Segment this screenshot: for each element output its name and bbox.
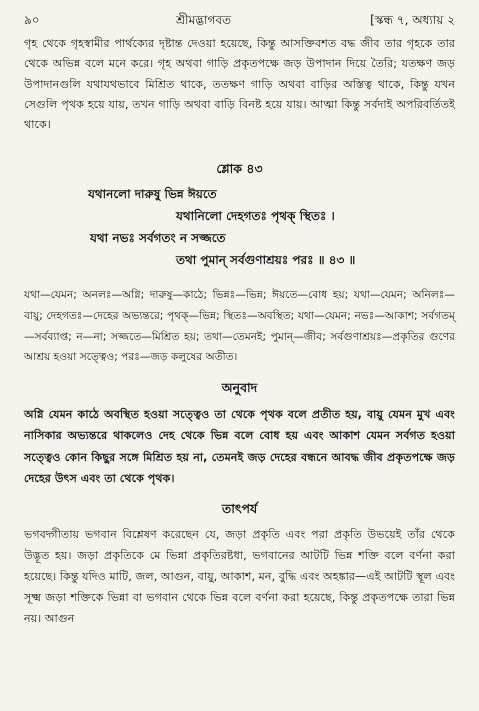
translation-heading: অনুবাদ <box>221 379 258 395</box>
verse-heading: শ্লোক ৪৩ <box>216 161 263 177</box>
verse-line-2: যথানিলো দেহগতঃ পৃথক্ স্থিতঃ । <box>176 209 335 224</box>
intro-paragraph: গৃহ থেকে গৃহস্বামীর পার্থক্যের দৃষ্টান্ত দেওয়া হয়েছে, কিন্তু আসক্তিবশত বদ্ধ জীব তার গৃহকে তার থেকে অভিন্ন বলে মনে করে। গৃহ অথবা গাড়ি প্রকৃতপক্ষে জড় উপাদান দিয়ে তৈরি; যতক্ষণ জড় উপাদানগুলি যথাযথভাবে মিশ্রিত থাকে, ততক্ষণ গাড়ি অথবা বাড়ির অস্তিত্ব থাকে, কিন্তু যখন সেগুলি পৃথক হয়ে যায়, তখন গাড়ি অথবা বাড়ি বিনষ্ট হয়ে যায়। আত্মা কিন্তু সর্বদাই অপরিবর্তিতই থাকে। <box>24 37 455 132</box>
translation-text: অগ্নি যেমন কাঠে অবস্থিত হওয়া সত্ত্বেও তা থেকে পৃথক বলে প্রতীত হয়, বায়ু যেমন মুখ এবং নাসিকার অভ্যন্তরে থাকলেও দেহ থেকে ভিন্ন বলে বোধ হয় এবং আকাশ যেমন সর্বগত হওয়া সত্ত্বেও কোন কিছুর সঙ্গে মিশ্রিত হয় না, তেমনই জড় দেহের বন্ধনে আবদ্ধ জীব প্রকৃতপক্ষে জড় দেহের উৎস এবং তা থেকে পৃথক। <box>24 407 455 486</box>
running-header <box>24 8 455 30</box>
verse-line-1: যথানলো দারুষু ভিন্ন ঈয়তে <box>88 187 217 202</box>
purport-text: ভগবদ্গীতায় ভগবান বিশ্লেষণ করেছেন যে, জড়া প্রকৃতি এবং পরা প্রকৃতি উভয়েই তাঁর থেকে উদ্ভূত হয়। জড়া প্রকৃতিকে মে ভিন্না প্রকৃতিরষ্টধা, ভগবানের আটটি ভিন্ন শক্তি বলে বর্ণনা করা হয়েছে। কিন্তু যদিও মাটি, জল, আগুন, বায়ু, আকাশ, মন, বুদ্ধি এবং অহঙ্কার—এই আটটি স্থূল এবং সূক্ষ্ম জড়া শক্তিকে ভিন্না বা ভগবান থেকে ভিন্ন বলে বর্ণনা করা হয়েছে, কিন্তু প্রকৃতপক্ষে তারা ভিন্ন নয়। আগুন <box>24 528 455 625</box>
purport-heading: তাৎপর্য <box>221 501 258 517</box>
word-synonyms: যথা—যেমন; অনলঃ—অগ্নি; দারুষু—কাঠে; ভিন্নঃ—ভিন্ন; ঈয়তে—বোধ হয়; যথা—যেমন; অনিলঃ—বায়ু; দেহগতঃ—দেহের অভ্যন্তরে; পৃথক্—ভিন্ন; স্থিতঃ—অবস্থিত; যথা—যেমন; নভঃ—আকাশ; সর্বগতম্—সর্বব্যাপ্ত; ন—না; সজ্জতে—মিশ্রিত হয়; তথা—তেমনই; পুমান্—জীব; সর্বগুণাশ্রয়ঃ—প্রকৃতির গুণের আশ্রয় হওয়া সত্ত্বেও; পরঃ—জড় কলুষের অতীত। <box>24 289 455 364</box>
chapter-reference: [স্কন্ধ ৭, অধ্যায় ২ <box>370 13 455 27</box>
book-title: শ্রীমদ্ভাগবত <box>176 13 232 27</box>
verse-line-4: তথা পুমান্ সর্বগুণাশ্রয়ঃ পরঃ ॥ ৪৩ ॥ <box>176 253 356 268</box>
page-number: ৯০ <box>24 13 40 27</box>
verse-line-3: যথা নভঃ সর্বগতং ন সজ্জতে <box>90 231 226 246</box>
